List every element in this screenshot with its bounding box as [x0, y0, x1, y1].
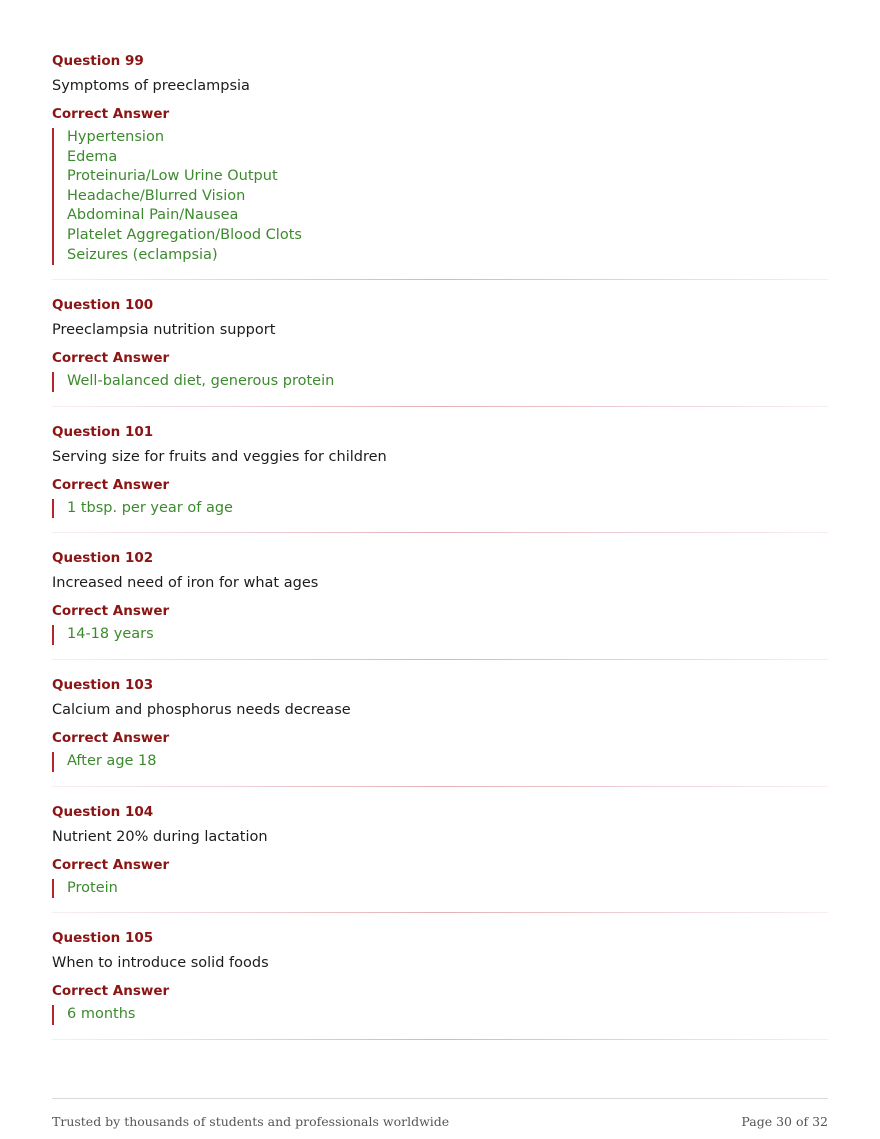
question-block [52, 422, 828, 534]
correct-answer-label: Correct Answer [52, 476, 170, 493]
answer-box [52, 625, 828, 645]
question-divider [52, 279, 828, 280]
answer-line: Edema [67, 148, 118, 165]
question-number: Question 105 [52, 930, 154, 947]
question-block [52, 295, 828, 407]
answer-line: 1 tbsp. per year of age [67, 499, 233, 516]
question-list [52, 50, 828, 1055]
answer-line: Seizures (eclampsia) [67, 246, 218, 263]
footer-divider [52, 1098, 828, 1099]
question-divider [52, 912, 828, 913]
question-block [52, 802, 828, 914]
correct-answer-label: Correct Answer [52, 856, 170, 873]
answer-line: Well-balanced diet, generous protein [67, 373, 335, 390]
question-divider [52, 659, 828, 660]
question-text: Nutrient 20% during lactation [52, 828, 268, 845]
question-text: Symptoms of preeclampsia [52, 78, 250, 94]
question-divider [52, 786, 828, 787]
answer-line: 14-18 years [67, 626, 154, 643]
answer-line: After age 18 [67, 752, 157, 769]
question-divider [52, 532, 828, 533]
question-number: Question 103 [52, 676, 154, 693]
answer-line: Platelet Aggregation/Blood Clots [67, 226, 302, 243]
answer-line: Hypertension [67, 129, 165, 145]
correct-answer-label: Correct Answer [52, 729, 170, 746]
question-number: Question 100 [52, 297, 154, 314]
question-number: Question 99 [52, 53, 144, 69]
answer-box [52, 752, 828, 772]
answer-line: 6 months [67, 1006, 136, 1023]
answer-box [52, 879, 828, 899]
answer-box [52, 128, 828, 265]
question-divider [52, 406, 828, 407]
question-number: Question 104 [52, 803, 154, 820]
correct-answer-label: Correct Answer [52, 983, 170, 1000]
question-divider [52, 1039, 828, 1040]
question-block [52, 51, 828, 280]
answer-box [52, 499, 828, 519]
question-number: Question 102 [52, 550, 154, 567]
answer-line: Headache/Blurred Vision [67, 187, 246, 204]
question-text: When to introduce solid foods [52, 955, 269, 972]
question-block [52, 675, 828, 787]
answer-box [52, 1005, 828, 1025]
answer-box [52, 372, 828, 392]
correct-answer-label: Correct Answer [52, 603, 170, 620]
question-text: Preeclampsia nutrition support [52, 322, 276, 339]
answer-line: Abdominal Pain/Nausea [67, 207, 239, 224]
answer-line: Protein [67, 879, 118, 896]
question-text: Increased need of iron for what ages [52, 575, 319, 592]
answer-line: Proteinuria/Low Urine Output [67, 168, 278, 185]
page-number: Page 30 of 32 [741, 1114, 828, 1129]
question-text: Calcium and phosphorus needs decrease [52, 701, 351, 718]
question-block [52, 928, 828, 1040]
question-block [52, 548, 828, 660]
correct-answer-label: Correct Answer [52, 106, 170, 122]
question-number: Question 101 [52, 423, 154, 440]
question-text: Serving size for fruits and veggies for children [52, 448, 387, 465]
footer-tagline: Trusted by thousands of students and professionals worldwide [52, 1114, 450, 1129]
correct-answer-label: Correct Answer [52, 350, 170, 367]
